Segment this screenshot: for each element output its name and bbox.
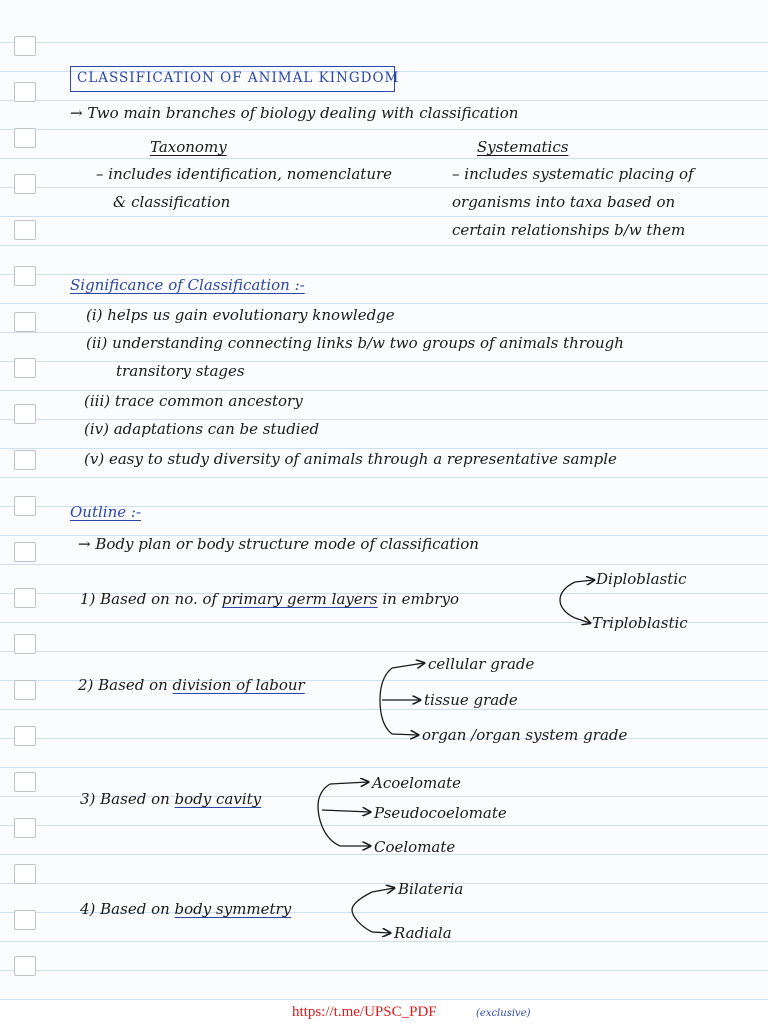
significance-item: (iv) adaptations can be studied — [84, 420, 320, 438]
branch-label: Bilateria — [398, 880, 464, 898]
systematics-line-1: – includes systematic placing of — [452, 165, 694, 183]
branch-label: Coelomate — [374, 838, 456, 856]
systematics-line-3: certain relationships b/w them — [452, 221, 686, 239]
branch-label: Diploblastic — [596, 570, 687, 588]
branch-label: Pseudocoelomate — [374, 804, 507, 822]
branch-arrow — [372, 888, 394, 892]
significance-heading: Significance of Classification :- — [70, 276, 305, 294]
systematics-line-2: organisms into taxa based on — [452, 193, 676, 211]
branch-arrow — [392, 734, 418, 735]
branch-label: tissue grade — [424, 691, 518, 709]
underlined-term: division of labour — [172, 676, 305, 694]
underlined-term: body cavity — [174, 790, 262, 808]
taxonomy-line-2: & classification — [113, 193, 231, 211]
basis-division-of-labour: 2) Based on division of labour — [78, 676, 305, 694]
exclusive-note: (exclusive) — [476, 1008, 531, 1019]
fork-bracket — [352, 892, 372, 932]
branch-label: Radiala — [394, 924, 452, 942]
branch-arrow — [575, 618, 590, 623]
underlined-term: primary germ layers — [221, 590, 378, 608]
branch-label: cellular grade — [428, 655, 535, 673]
fork-bracket — [560, 582, 575, 618]
basis-body-symmetry: 4) Based on body symmetry — [80, 900, 292, 918]
systematics-heading: Systematics — [477, 138, 569, 156]
branch-label: organ /organ system grade — [422, 726, 628, 744]
significance-item-continued: transitory stages — [116, 362, 245, 380]
branch-label: Triploblastic — [592, 614, 688, 632]
branch-arrow — [330, 782, 368, 784]
outline-intro: → Body plan or body structure mode of classification — [78, 535, 479, 553]
significance-item: (v) easy to study diversity of animals through a representative sample — [84, 450, 617, 468]
intro-line: → Two main branches of biology dealing with classification — [70, 104, 519, 122]
underlined-term: body symmetry — [174, 900, 292, 918]
significance-item: (ii) understanding connecting links b/w two groups of animals through — [86, 334, 624, 352]
fork-bracket — [380, 668, 392, 734]
significance-item: (i) helps us gain evolutionary knowledge — [86, 306, 395, 324]
page-title: CLASSIFICATION OF ANIMAL KINGDOM — [77, 70, 400, 86]
basis-body-cavity: 3) Based on body cavity — [80, 790, 262, 808]
branch-arrow — [372, 932, 390, 933]
telegram-link[interactable]: https://t.me/UPSC_PDF — [292, 1004, 437, 1020]
outline-heading: Outline :- — [70, 503, 142, 521]
branch-arrow — [575, 580, 594, 582]
branch-label: Acoelomate — [372, 774, 462, 792]
fork-bracket — [318, 784, 340, 846]
taxonomy-line-1: – includes identification, nomenclature — [96, 165, 393, 183]
basis-germ-layers: 1) Based on no. of primary germ layers in embryo — [80, 590, 459, 608]
taxonomy-heading: Taxonomy — [150, 138, 227, 156]
branch-arrow — [392, 663, 424, 668]
significance-item: (iii) trace common ancestory — [84, 392, 303, 410]
branch-arrow — [322, 810, 370, 812]
